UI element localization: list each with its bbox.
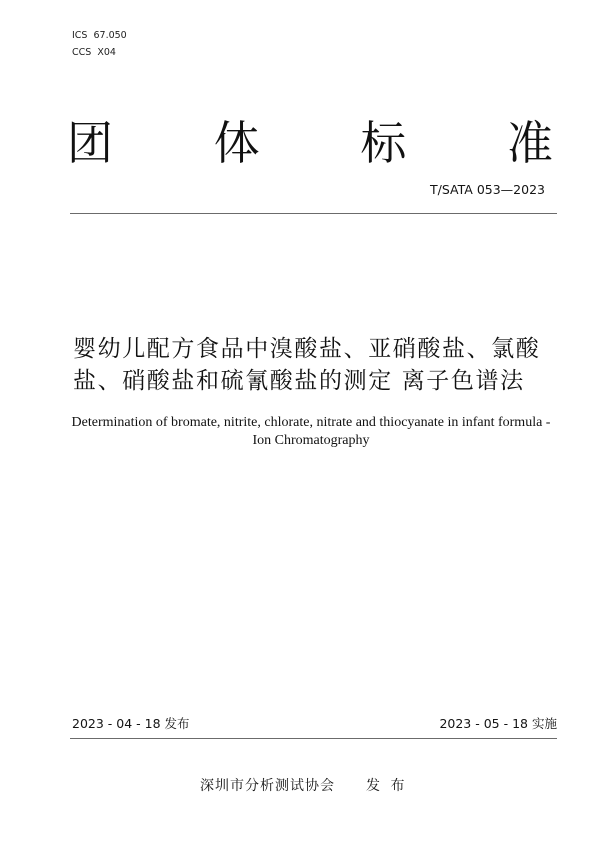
standard-type-char: 标 [360,116,407,170]
implementation-date-value: 2023 - 05 - 18 [439,716,528,731]
release-date-label: 发布 [164,716,190,731]
standard-type-char: 团 [67,116,113,170]
release-date-value: 2023 - 04 - 18 [72,716,161,731]
publisher-name: 深圳市分析测试协会 [200,778,335,794]
publisher-action: 发 布 [366,778,408,794]
chinese-title-line-1: 婴幼儿配方食品中溴酸盐、亚硝酸盐、氯酸 [73,336,541,362]
standard-number: T/SATA 053—2023 [430,182,545,197]
standard-type-char: 体 [213,116,260,170]
classification-codes [72,27,127,61]
standard-type-heading [67,118,553,168]
english-title [61,414,561,450]
english-title-line-1: Determination of bromate, nitrite, chlorate, nitrate and thiocyanate in infant formula - [71,415,551,430]
ccs-code: CCS X04 [72,47,116,58]
chinese-title-line-2: 盐、硝酸盐和硫氰酸盐的测定 离子色谱法 [73,368,525,394]
top-divider [70,213,557,214]
ics-code: ICS 67.050 [72,30,127,41]
implementation-date [439,716,557,732]
implementation-date-label: 实施 [531,716,557,731]
english-title-line-2: Ion Chromatography [252,433,370,448]
chinese-title [73,333,540,397]
standard-type-char: 准 [506,116,553,170]
release-date [72,716,190,732]
bottom-divider [70,738,557,739]
